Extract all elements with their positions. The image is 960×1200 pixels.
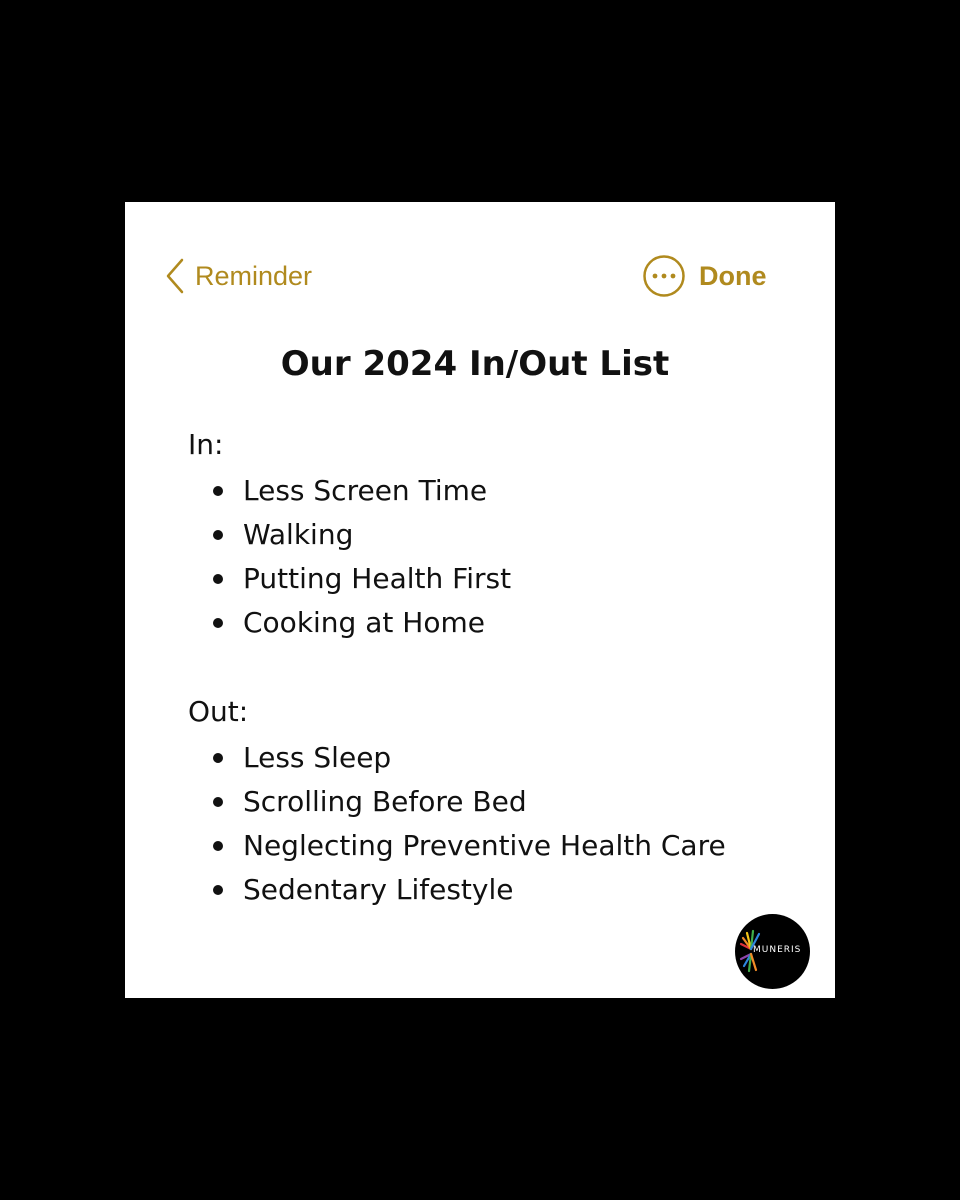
bullet-icon: [213, 841, 223, 851]
bullet-icon: [213, 618, 223, 628]
out-section-label: Out:: [188, 695, 249, 728]
back-button[interactable]: [165, 256, 312, 296]
bullet-icon: [213, 486, 223, 496]
note-title: Our 2024 In/Out List: [280, 344, 670, 384]
list-item: Putting Health First: [213, 557, 511, 601]
out-list: [213, 736, 726, 912]
list-item: Walking: [213, 513, 511, 557]
logo-text: MUNERIS: [753, 945, 802, 955]
in-list: [213, 469, 511, 645]
reminder-note-card: [125, 202, 835, 998]
bullet-icon: [213, 530, 223, 540]
list-item: Scrolling Before Bed: [213, 780, 726, 824]
list-item: Less Screen Time: [213, 469, 511, 513]
bullet-icon: [213, 885, 223, 895]
bullet-icon: [213, 574, 223, 584]
bullet-icon: [213, 797, 223, 807]
list-item: Sedentary Lifestyle: [213, 868, 726, 912]
list-item: Less Sleep: [213, 736, 726, 780]
done-button[interactable]: Done: [699, 261, 767, 291]
muneris-logo: [735, 914, 810, 989]
back-button-label: Reminder: [195, 260, 313, 291]
list-item: Neglecting Preventive Health Care: [213, 824, 726, 868]
list-item: Cooking at Home: [213, 601, 511, 645]
chevron-left-icon: [165, 258, 185, 294]
more-options-button[interactable]: [642, 254, 686, 298]
in-section-label: In:: [188, 428, 224, 461]
bullet-icon: [213, 753, 223, 763]
ellipsis-circle-icon: [642, 254, 686, 298]
